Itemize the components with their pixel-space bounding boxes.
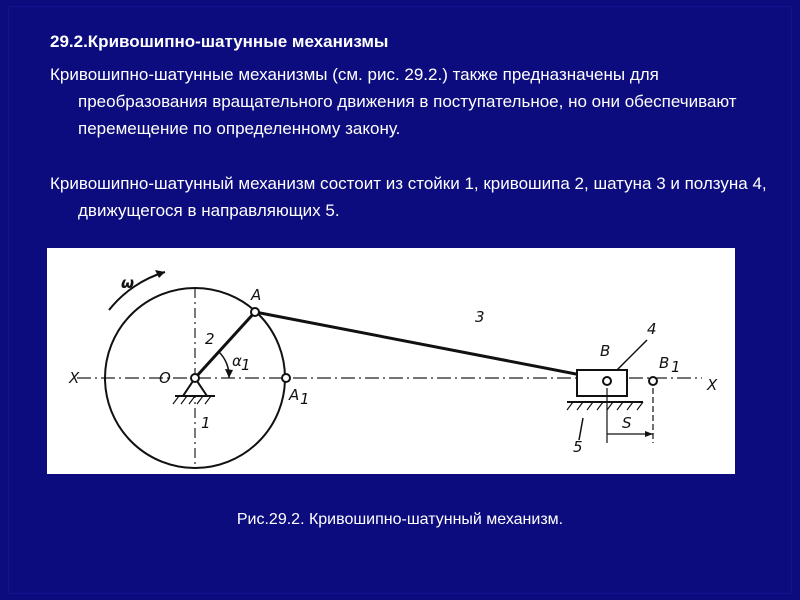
stroke-label: S	[622, 414, 632, 432]
mechanism-figure	[47, 248, 735, 474]
a1-subscript: 1	[300, 390, 310, 408]
alpha-label: α	[232, 352, 242, 370]
joint-b	[603, 377, 611, 385]
alpha-arrowhead	[225, 369, 233, 378]
joint-o	[191, 374, 199, 382]
slide-title: 29.2.Кривошипно-шатунные механизмы	[50, 32, 389, 51]
point-b1-label: B	[659, 354, 670, 372]
omega-arc	[109, 272, 165, 310]
crank-slider-diagram	[47, 248, 735, 474]
slider-number: 4	[647, 320, 657, 338]
point-a1-label: A	[289, 386, 300, 404]
origin-label: O	[159, 369, 171, 387]
joint-a	[251, 308, 259, 316]
crank-number: 2	[205, 330, 215, 348]
stand-number: 1	[201, 414, 211, 432]
guide-leader	[579, 418, 583, 440]
slider-leader	[617, 340, 647, 370]
figure-caption: Рис.29.2. Кривошипно-шатунный механизм.	[236, 511, 564, 528]
alpha-subscript: 1	[241, 356, 251, 374]
stand-hatching	[173, 396, 211, 404]
point-a1	[282, 374, 290, 382]
axis-right-label: X	[707, 376, 718, 394]
point-a-label: A	[251, 286, 262, 304]
paragraph-purpose: Кривошипно-шатунные механизмы (см. рис. 29.2.) также предназначены для преобразования вращательного движения в поступательное, но они обеспечивают перемещение по определенному закону.	[50, 65, 737, 138]
rod-number: 3	[475, 308, 485, 326]
guide-number: 5	[573, 438, 583, 456]
paragraph-composition: Кривошипно-шатунный механизм состоит из стойки 1, кривошипа 2, шатуна 3 и ползуна 4, движущегося в направляющих 5.	[50, 174, 767, 220]
point-b1	[649, 377, 657, 385]
slider-block	[577, 370, 627, 396]
connecting-rod	[255, 312, 607, 380]
b1-subscript: 1	[671, 358, 681, 376]
stroke-arrowhead	[645, 431, 653, 437]
guide-hatching	[567, 402, 643, 410]
point-b-label: B	[600, 342, 611, 360]
omega-label: ω	[121, 274, 135, 292]
axis-left-label: X	[69, 369, 80, 387]
